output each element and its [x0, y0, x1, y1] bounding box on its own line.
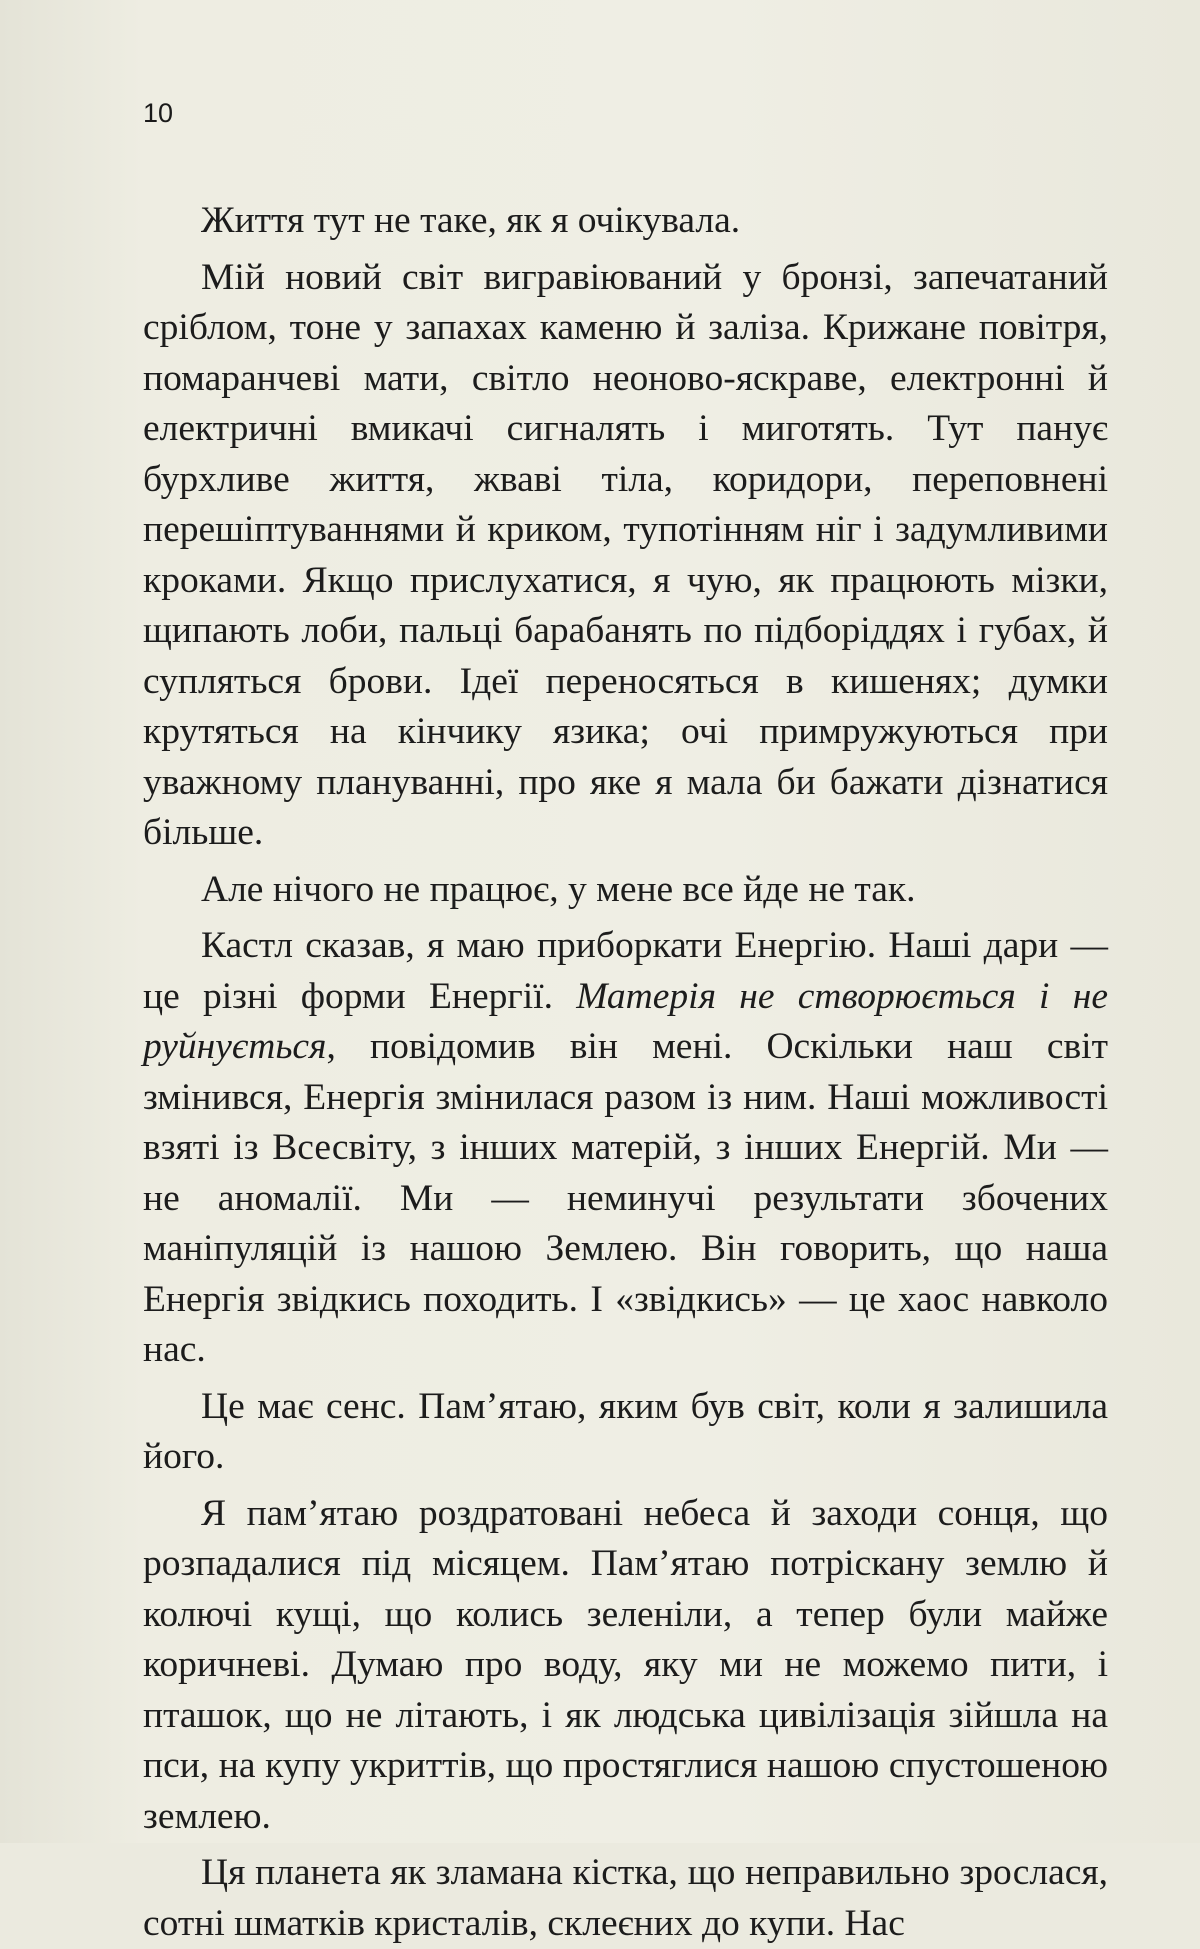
paragraph-1 [143, 196, 1108, 247]
paragraph-5-text: Це має сенс. Пам’ятаю, яким був світ, коли я залишила його. [143, 1385, 1108, 1477]
paragraph-4-text-end: , повідомив він мені. Оскільки наш світ змінився, Енергія змінилася разом із ним. Наші можливості взяті із Всесвіту, з інших матерій, з інших Енергій. Ми — не аномалії. Ми — неминучі результати збочених маніпуляцій із нашою Землею. Він говорить, що наша Енергія звідкись походить. І «звідкись» — це хаос навколо нас. [143, 1026, 1108, 1370]
paragraph-2-text: Мій новий світ вигравіюваний у бронзі, запечатаний сріблом, тоне у запахах каменю й заліза. Крижане повітря, помаранчеві мати, світло неоново-яскраве, електронні й електричні вмикачі сигналять і миготять. Тут панує бурхливе життя, жваві тіла, коридори, переповнені перешіптуваннями й криком, тупотінням ніг і задумливими кроками. Якщо прислухатися, я чую, як працюють мізки, щипають лоби, пальці барабанять по підборіддях і губах, й супляться брови. Ідеї переносяться в кишенях; думки крутяться на кінчику язика; очі примружуються при уважному плануванні, про яке я мала би бажати дізнатися більше. [143, 256, 1108, 853]
paragraph-4 [143, 921, 1108, 1376]
paragraph-2 [143, 253, 1108, 859]
paragraph-7-text: Ця планета як зламана кістка, що неправильно зрослася, сотні шматків кристалів, склеєних до купи. Нас [143, 1852, 1108, 1944]
paragraph-5 [143, 1382, 1108, 1483]
paragraph-6 [143, 1489, 1108, 1843]
page-number: 10 [143, 98, 174, 128]
paragraph-6-text: Я пам’ятаю роздратовані небеса й заходи сонця, що розпадалися під місяцем. Пам’ятаю потріскану землю й колючі кущі, що колись зеленіли, а тепер були майже коричневі. Думаю про воду, яку ми не можемо пити, і пташок, що не літають, і як людська цивілізація зійшла на пси, на купу укриттів, що простяглися нашою спустошеною землею. [143, 1492, 1108, 1837]
paragraph-7 [143, 1848, 1108, 1949]
paragraph-3 [143, 865, 1108, 916]
paragraph-3-text: Але нічого не працює, у мене все йде не так. [201, 868, 916, 910]
body-text [143, 196, 1108, 1949]
paragraph-4-text-start: Кастл сказав, я маю приборкати Енергію. Наші дари — це різні форми Енергії. [143, 925, 1108, 1017]
paragraph-1-text: Життя тут не таке, як я очікувала. [201, 200, 741, 241]
paragraph-4-italic-quote: Матерія не створюється і не руйнується [143, 975, 1108, 1067]
